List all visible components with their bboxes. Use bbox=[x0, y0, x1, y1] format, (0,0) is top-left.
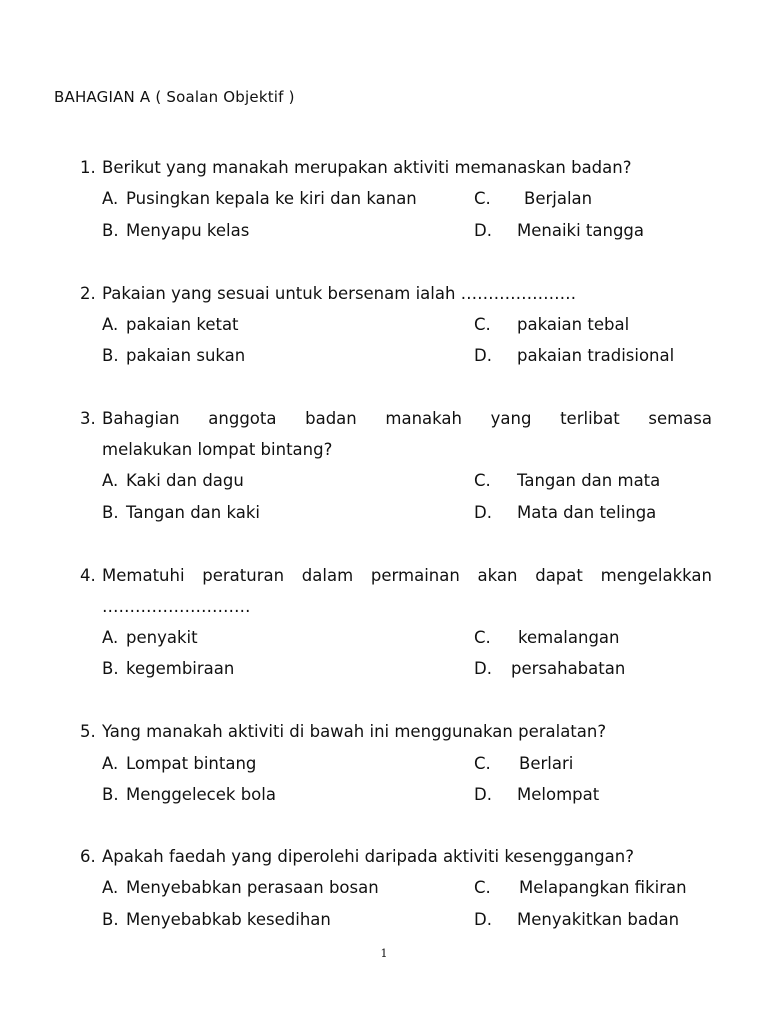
section-title: BAHAGIAN A ( Soalan Objektif ) bbox=[54, 88, 295, 106]
question-text: Apakah faedah yang diperolehi daripada aktiviti kesenggangan? bbox=[102, 847, 634, 866]
option-letter: A. bbox=[102, 878, 119, 897]
question-number: 1. bbox=[80, 158, 96, 177]
option-letter: C. bbox=[474, 315, 491, 334]
option-letter: B. bbox=[102, 221, 119, 240]
option-letter: C. bbox=[474, 628, 491, 647]
option-letter: B. bbox=[102, 659, 119, 678]
page-number: 1 bbox=[380, 947, 388, 960]
option-letter: D. bbox=[474, 785, 492, 804]
option-text: Menyapu kelas bbox=[126, 221, 250, 240]
option-letter: D. bbox=[474, 346, 492, 365]
question-6-stem bbox=[80, 846, 712, 868]
answer-blank: ……………………… bbox=[102, 597, 251, 616]
option-text: Berjalan bbox=[524, 189, 593, 208]
option-text: Menyebabkab kesedihan bbox=[126, 910, 331, 929]
question-text: Bahagian anggota badan manakah yang terlibat semasa bbox=[102, 409, 712, 428]
option-letter: A. bbox=[102, 628, 119, 647]
option-text: pakaian sukan bbox=[126, 346, 246, 365]
option-letter: B. bbox=[102, 503, 119, 522]
option-letter: B. bbox=[102, 346, 119, 365]
option-text: kemalangan bbox=[518, 628, 620, 647]
option-text: kegembiraan bbox=[126, 659, 235, 678]
question-text: Pakaian yang sesuai untuk bersenam ialah ………………… bbox=[102, 284, 577, 303]
option-letter: D. bbox=[474, 910, 492, 929]
option-letter: A. bbox=[102, 754, 119, 773]
option-letter: C. bbox=[474, 471, 491, 490]
option-letter: C. bbox=[474, 754, 491, 773]
question-number: 3. bbox=[80, 409, 96, 428]
option-text: Lompat bintang bbox=[126, 754, 257, 773]
option-text: Menyakitkan badan bbox=[517, 910, 680, 929]
option-text: Tangan dan mata bbox=[517, 471, 661, 490]
question-number: 6. bbox=[80, 847, 96, 866]
question-number: 5. bbox=[80, 722, 96, 741]
option-text: pakaian tradisional bbox=[517, 346, 675, 365]
option-text: persahabatan bbox=[511, 659, 626, 678]
option-text: Pusingkan kepala ke kiri dan kanan bbox=[126, 189, 417, 208]
question-text: Berikut yang manakah merupakan aktiviti memanaskan badan? bbox=[102, 158, 632, 177]
question-text-continuation: melakukan lompat bintang? bbox=[102, 440, 333, 459]
question-number: 2. bbox=[80, 284, 96, 303]
option-text: Melapangkan fikiran bbox=[519, 878, 687, 897]
question-5-stem bbox=[80, 721, 712, 743]
option-text: Mata dan telinga bbox=[517, 503, 657, 522]
option-letter: C. bbox=[474, 189, 491, 208]
option-letter: A. bbox=[102, 315, 119, 334]
option-letter: A. bbox=[102, 189, 119, 208]
option-text: Menggelecek bola bbox=[126, 785, 276, 804]
option-letter: B. bbox=[102, 910, 119, 929]
option-text: Menaiki tangga bbox=[517, 221, 645, 240]
option-text: Tangan dan kaki bbox=[126, 503, 261, 522]
option-letter: D. bbox=[474, 503, 492, 522]
question-3-stem bbox=[80, 408, 712, 430]
option-text: Menyebabkan perasaan bosan bbox=[126, 878, 379, 897]
question-1-stem bbox=[80, 157, 712, 179]
option-letter: C. bbox=[474, 878, 491, 897]
option-text: Kaki dan dagu bbox=[126, 471, 244, 490]
option-text: Melompat bbox=[517, 785, 600, 804]
option-letter: D. bbox=[474, 659, 492, 678]
option-text: penyakit bbox=[126, 628, 198, 647]
option-text: Berlari bbox=[519, 754, 574, 773]
option-text: pakaian ketat bbox=[126, 315, 239, 334]
question-number: 4. bbox=[80, 566, 96, 585]
question-text: Mematuhi peraturan dalam permainan akan dapat mengelakkan bbox=[102, 566, 712, 585]
question-4-stem bbox=[80, 565, 712, 587]
option-text: pakaian tebal bbox=[517, 315, 630, 334]
option-letter: B. bbox=[102, 785, 119, 804]
question-text: Yang manakah aktiviti di bawah ini menggunakan peralatan? bbox=[102, 722, 607, 741]
option-letter: A. bbox=[102, 471, 119, 490]
question-2-stem bbox=[80, 283, 712, 305]
option-letter: D. bbox=[474, 221, 492, 240]
